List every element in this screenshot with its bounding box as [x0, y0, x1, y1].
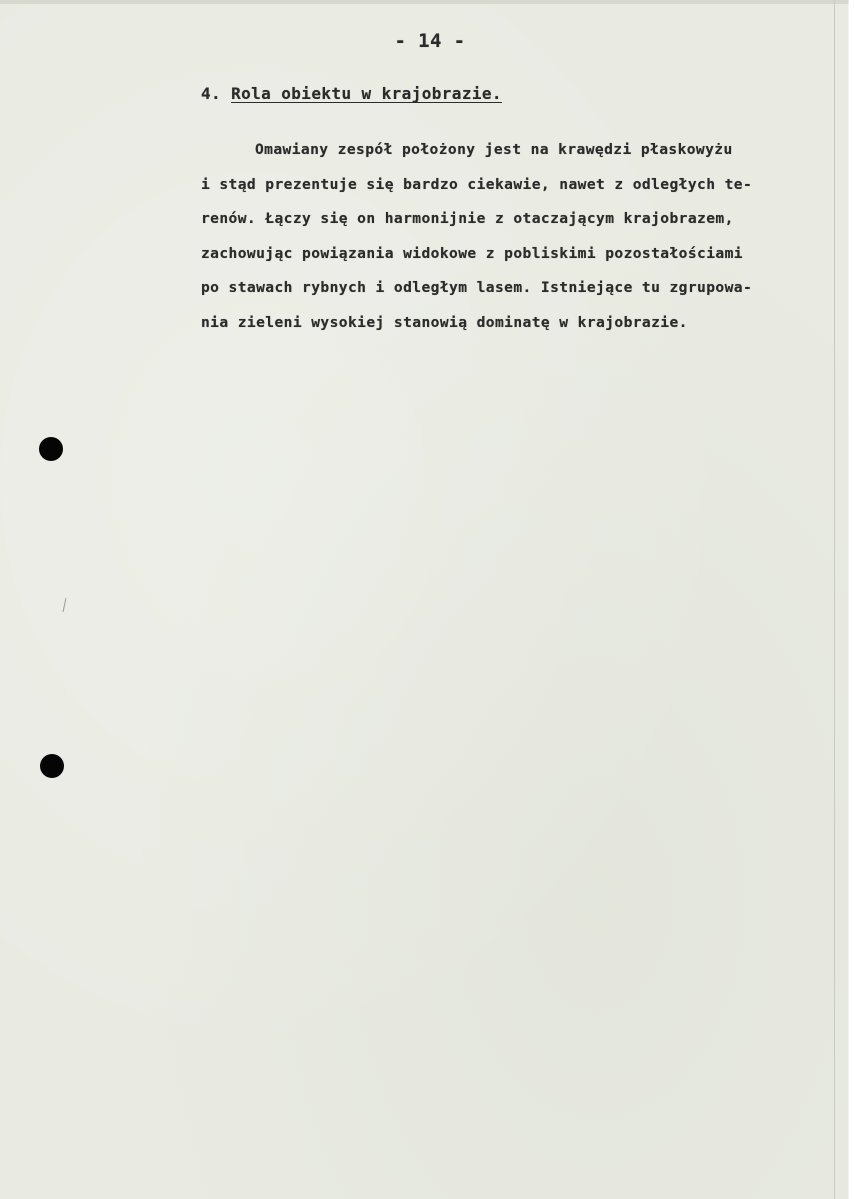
- paragraph-line: po stawach rybnych i odległym lasem. Istniejące tu zgrupowa-: [201, 279, 753, 296]
- section-number: 4.: [201, 84, 222, 103]
- scan-top-edge: [0, 0, 854, 4]
- punch-hole: [39, 437, 63, 461]
- punch-hole: [40, 754, 64, 778]
- page-number: - 14 -: [394, 30, 466, 52]
- paragraph: [201, 133, 841, 340]
- paragraph-line: Omawiany zespół położony jest na krawędzi płaskowyżu: [255, 141, 733, 158]
- section-title: Rola obiektu w krajobrazie.: [231, 84, 502, 103]
- paragraph-line: nia zieleni wysokiej stanowią dominatę w krajobrazie.: [201, 313, 688, 331]
- paragraph-line: renów. Łączy się on harmonijnie z otaczającym krajobrazem,: [201, 210, 734, 227]
- paragraph-line: zachowując powiązania widokowe z pobliskimi pozostałościami: [201, 244, 743, 262]
- paragraph-line: i stąd prezentuje się bardzo ciekawie, nawet z odległych te-: [201, 175, 753, 193]
- section-heading: [201, 84, 502, 103]
- stray-pencil-mark: [63, 598, 67, 612]
